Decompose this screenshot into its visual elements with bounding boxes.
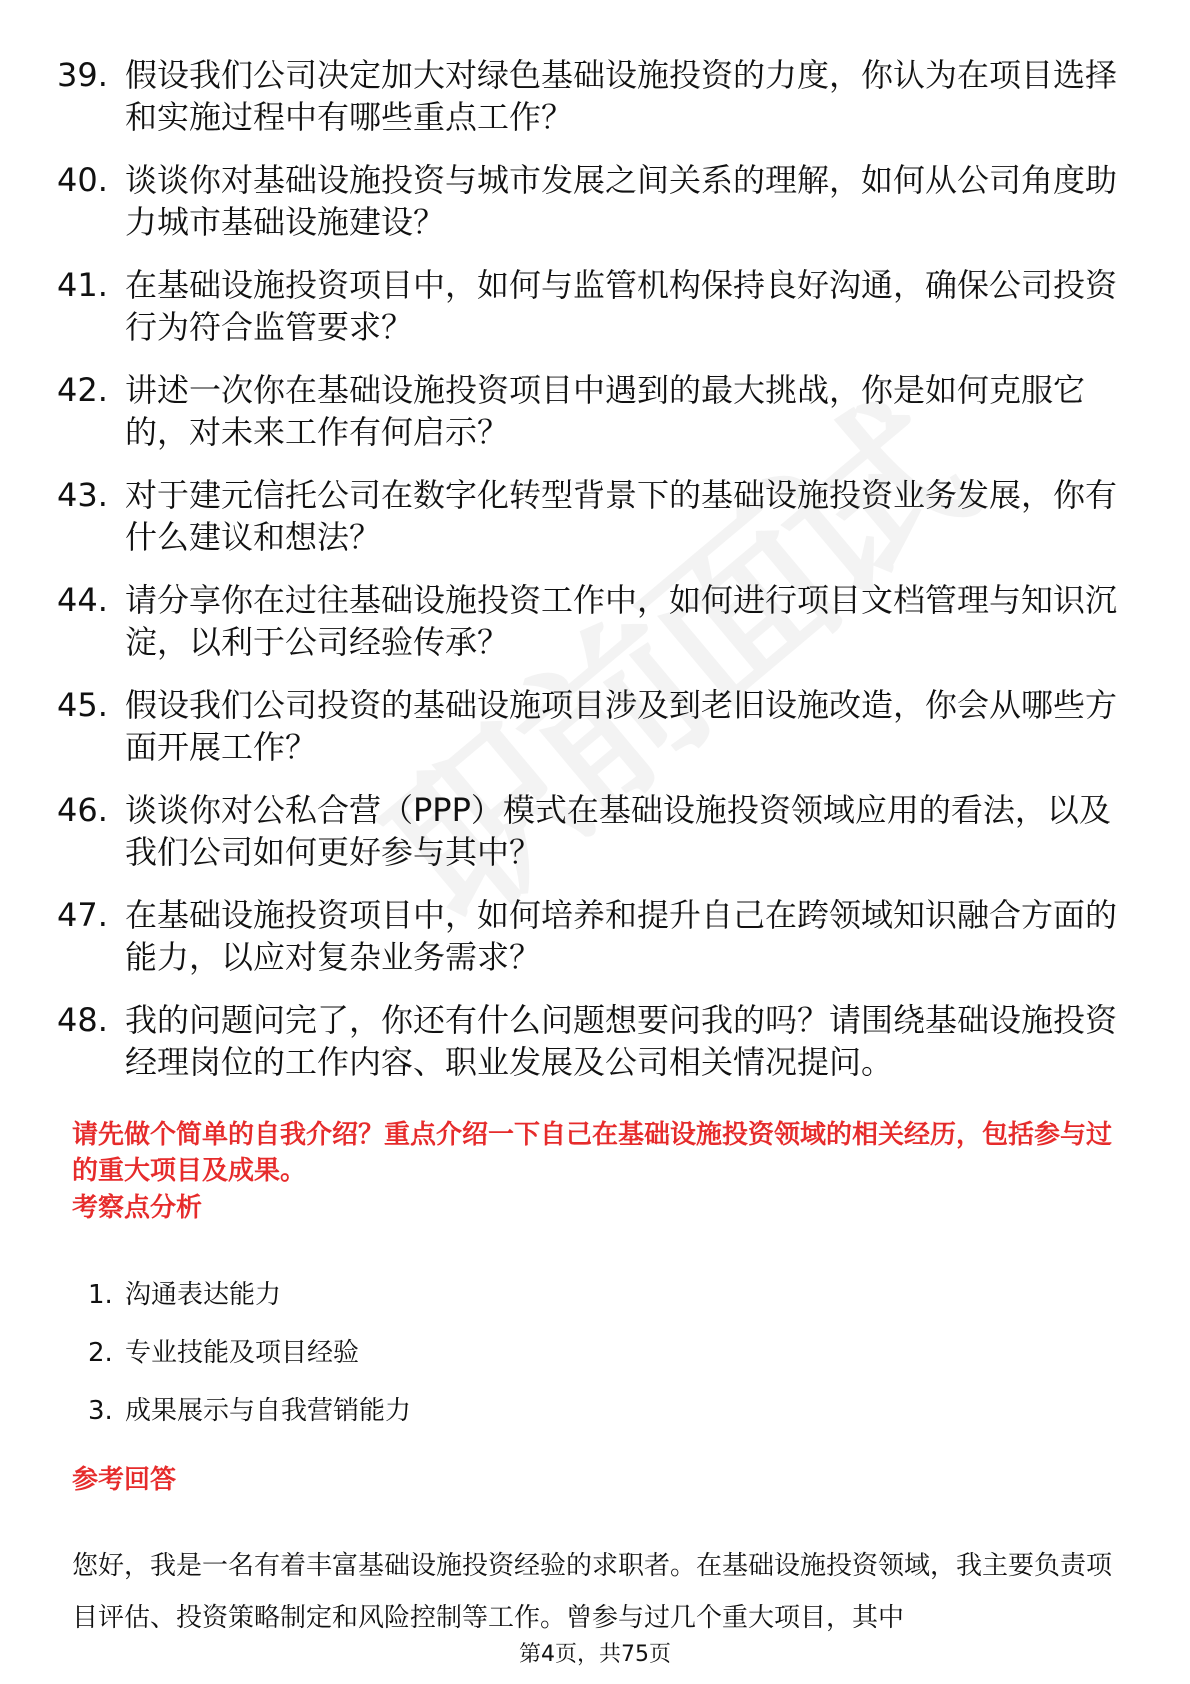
analysis-point-number: 1. [88,1280,113,1310]
analysis-point-text: 沟通表达能力 [125,1280,282,1310]
question-item [57,684,1127,768]
question-number: 47. [57,896,108,934]
question-text: 对于建元信托公司在数字化转型背景下的基础设施投资业务发展，你有什么建议和想法？ [125,476,1118,556]
question-item [57,789,1127,873]
analysis-point-number: 3. [88,1396,113,1426]
question-number: 39. [57,56,108,94]
question-item [57,579,1127,663]
question-item [57,474,1127,558]
question-list [57,54,1127,1104]
question-number: 42. [57,371,108,409]
question-number: 41. [57,266,108,304]
question-number: 45. [57,686,108,724]
analysis-point-text: 专业技能及项目经验 [125,1338,360,1368]
question-text: 我的问题问完了，你还有什么问题想要问我的吗？请围绕基础设施投资经理岗位的工作内容、职业发展及公司相关情况提问。 [125,1001,1118,1081]
analysis-point [88,1335,411,1371]
question-text: 假设我们公司决定加大对绿色基础设施投资的力度，你认为在项目选择和实施过程中有哪些重点工作？ [125,56,1118,136]
question-number: 43. [57,476,108,514]
reference-heading: 参考回答 [72,1465,177,1495]
question-number: 44. [57,581,108,619]
question-number: 48. [57,1001,108,1039]
analysis-point-text: 成果展示与自我营销能力 [125,1396,412,1426]
question-text: 谈谈你对公私合营（PPP）模式在基础设施投资领域应用的看法，以及我们公司如何更好参与其中？ [125,791,1111,871]
question-text: 谈谈你对基础设施投资与城市发展之间关系的理解，如何从公司角度助力城市基础设施建设？ [125,161,1118,241]
question-text: 请分享你在过往基础设施投资工作中，如何进行项目文档管理与知识沉淀，以利于公司经验传承？ [125,581,1118,661]
question-text: 假设我们公司投资的基础设施项目涉及到老旧设施改造，你会从哪些方面开展工作？ [125,686,1118,766]
question-item [57,369,1127,453]
question-text: 讲述一次你在基础设施投资项目中遇到的最大挑战，你是如何克服它的，对未来工作有何启示？ [125,371,1086,451]
question-number: 40. [57,161,108,199]
question-item [57,159,1127,243]
page-footer: 第4页，共75页 [0,1640,1190,1670]
analysis-point-number: 2. [88,1338,113,1368]
reference-answer: 您好，我是一名有着丰富基础设施投资经验的求职者。在基础设施投资领域，我主要负责项目评估、投资策略制定和风险控制等工作。曾参与过几个重大项目，其中 [72,1551,1113,1633]
question-item [57,999,1127,1083]
question-text: 在基础设施投资项目中，如何与监管机构保持良好沟通，确保公司投资行为符合监管要求？ [125,266,1118,346]
analysis-heading: 考察点分析 [72,1193,203,1223]
question-text: 在基础设施投资项目中，如何培养和提升自己在跨领域知识融合方面的能力，以应对复杂业务需求？ [125,896,1118,976]
question-item [57,264,1127,348]
analysis-point [88,1393,411,1429]
highlight-question: 请先做个简单的自我介绍？重点介绍一下自己在基础设施投资领域的相关经历，包括参与过的重大项目及成果。 [72,1120,1113,1186]
question-number: 46. [57,791,108,829]
question-item [57,894,1127,978]
analysis-point-list [88,1277,411,1451]
question-item [57,54,1127,138]
analysis-point [88,1277,411,1313]
